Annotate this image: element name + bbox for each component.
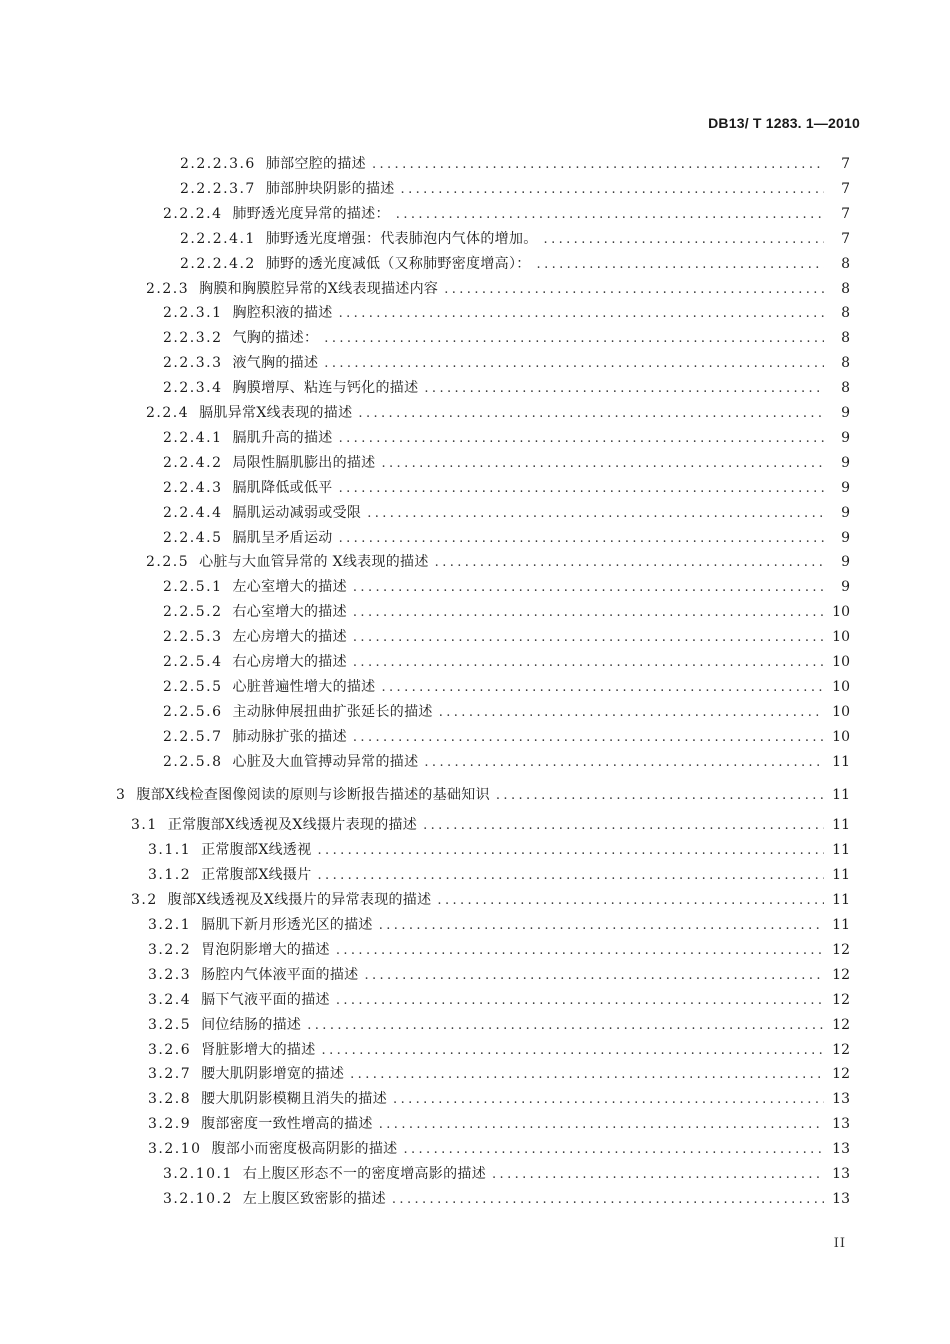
toc-dot-leader xyxy=(353,626,824,650)
toc-entry[interactable] xyxy=(163,202,850,226)
toc-entry[interactable] xyxy=(163,675,850,699)
toc-entry-title: 肺动脉扩张的描述 xyxy=(232,728,347,745)
toc-dot-leader xyxy=(424,377,824,401)
toc-dot-leader xyxy=(353,726,824,750)
toc-entry-page: 12 xyxy=(832,941,850,958)
toc-entry-title: 局限性膈肌膨出的描述 xyxy=(232,454,376,471)
toc-entry-page: 9 xyxy=(841,454,850,471)
toc-entry[interactable] xyxy=(180,152,850,176)
toc-entry-number: 3.2.3 xyxy=(148,966,192,983)
toc-dot-leader xyxy=(339,427,824,451)
toc-entry[interactable] xyxy=(163,700,850,724)
toc-entry-number: 3.2.5 xyxy=(148,1016,192,1033)
toc-entry-title: 腹部密度一致性增高的描述 xyxy=(201,1116,373,1133)
toc-entry[interactable] xyxy=(163,650,850,674)
toc-entry-number: 3.2.2 xyxy=(148,941,192,958)
toc-entry-page: 7 xyxy=(841,180,850,197)
toc-entry-number: 2.2.5.1 xyxy=(163,579,223,596)
toc-entry-title: 膈肌运动减弱或受限 xyxy=(232,504,362,521)
toc-dot-leader xyxy=(537,253,824,277)
toc-entry-number: 3.2.1 xyxy=(148,917,192,933)
toc-entry[interactable] xyxy=(148,913,850,937)
toc-dot-leader xyxy=(424,751,824,775)
toc-entry-number: 3 xyxy=(116,786,127,803)
toc-entry-page: 12 xyxy=(832,1066,850,1083)
toc-entry-page: 9 xyxy=(841,429,850,446)
toc-entry-title: 肺部空腔的描述 xyxy=(265,156,366,172)
toc-entry[interactable] xyxy=(180,227,850,251)
toc-dot-leader xyxy=(358,402,824,426)
document-id-header: DB13/ T 1283. 1—2010 xyxy=(708,115,860,131)
toc-entry-number: 2.2.5.4 xyxy=(163,654,223,670)
toc-entry-page: 12 xyxy=(832,991,850,1008)
toc-entry-number: 2.2.5.3 xyxy=(163,629,223,646)
toc-dot-leader xyxy=(423,814,824,838)
toc-entry[interactable] xyxy=(163,1162,850,1186)
toc-entry-title: 主动脉伸展扭曲扩张延长的描述 xyxy=(232,703,433,720)
toc-entry[interactable] xyxy=(148,988,850,1012)
toc-dot-leader xyxy=(393,1088,824,1112)
toc-entry-title: 右上腹区形态不一的密度增高影的描述 xyxy=(242,1166,486,1182)
toc-entry-page: 8 xyxy=(841,330,850,347)
toc-entry-page: 10 xyxy=(832,604,850,621)
toc-entry-page: 10 xyxy=(832,703,850,720)
toc-entry-title: 右心房增大的描述 xyxy=(232,654,347,670)
toc-entry[interactable] xyxy=(146,550,850,574)
toc-entry-page: 11 xyxy=(832,842,850,859)
toc-entry-number: 2.2.5.6 xyxy=(163,703,223,720)
toc-dot-leader xyxy=(367,502,824,526)
toc-dot-leader xyxy=(492,1163,824,1187)
toc-entry-page: 10 xyxy=(832,728,850,745)
toc-dot-leader xyxy=(307,1014,824,1038)
toc-dot-leader xyxy=(324,352,824,376)
toc-entry[interactable] xyxy=(163,725,850,749)
toc-entry[interactable] xyxy=(148,838,850,862)
toc-entry[interactable] xyxy=(163,426,850,450)
toc-entry-title: 液气胸的描述 xyxy=(232,355,319,372)
toc-entry[interactable] xyxy=(163,1187,850,1211)
toc-dot-leader xyxy=(381,452,824,476)
toc-entry[interactable] xyxy=(148,863,850,887)
toc-entry-number: 2.2.4.4 xyxy=(163,504,223,521)
toc-entry-number: 3.2.8 xyxy=(148,1091,192,1108)
toc-entry-title: 腹部X线透视及X线摄片的异常表现的描述 xyxy=(167,892,432,909)
toc-entry-title: 肺野透光度增强：代表肺泡内气体的增加。 xyxy=(265,230,538,247)
toc-entry-page: 11 xyxy=(832,817,850,834)
toc-entry[interactable] xyxy=(163,351,850,375)
toc-entry[interactable] xyxy=(163,376,850,400)
toc-entry[interactable] xyxy=(180,252,850,276)
toc-entry-title: 膈肌异常X线表现的描述 xyxy=(199,405,353,421)
toc-entry-title: 左上腹区致密影的描述 xyxy=(242,1190,386,1207)
toc-entry[interactable] xyxy=(148,1013,850,1037)
toc-entry-number: 2.2.5.8 xyxy=(163,753,223,770)
toc-entry-title: 腰大肌阴影增宽的描述 xyxy=(201,1066,345,1083)
toc-dot-leader xyxy=(435,551,824,575)
toc-entry[interactable] xyxy=(148,938,850,962)
toc-entry-title: 正常腹部X线透视及X线摄片表现的描述 xyxy=(167,817,418,834)
toc-dot-leader xyxy=(353,576,824,600)
toc-entry-number: 2.2.2.3.7 xyxy=(180,180,256,197)
toc-entry-number: 2.2.2.4.2 xyxy=(180,255,256,272)
toc-dot-leader xyxy=(496,784,824,808)
toc-dot-leader xyxy=(318,864,825,888)
toc-dot-leader xyxy=(379,914,824,938)
toc-dot-leader xyxy=(372,153,824,177)
toc-dot-leader xyxy=(401,178,824,202)
toc-dot-leader xyxy=(324,327,824,351)
toc-entry-title: 胸膜和胸膜腔异常的X线表现描述内容 xyxy=(199,280,439,297)
toc-entry-title: 正常腹部X线摄片 xyxy=(201,867,312,884)
toc-entry-page: 13 xyxy=(832,1166,850,1182)
toc-entry[interactable] xyxy=(148,1038,850,1062)
toc-entry[interactable] xyxy=(148,1087,850,1111)
toc-entry-title: 气胸的描述： xyxy=(232,330,319,347)
toc-entry-title: 正常腹部X线透视 xyxy=(201,842,312,859)
toc-entry-title: 肺野透光度异常的描述： xyxy=(232,205,390,222)
toc-entry[interactable] xyxy=(146,401,850,425)
toc-dot-leader xyxy=(339,527,824,551)
toc-entry[interactable] xyxy=(131,888,850,912)
toc-entry-number: 3.2.9 xyxy=(148,1116,192,1133)
toc-entry-page: 9 xyxy=(841,504,850,521)
toc-entry-title: 腹部X线检查图像阅读的原则与诊断报告描述的基础知识 xyxy=(136,786,490,803)
toc-entry-number: 2.2.4.3 xyxy=(163,479,223,496)
toc-dot-leader xyxy=(444,278,824,302)
toc-dot-leader xyxy=(350,1063,824,1087)
toc-entry-number: 3.1.2 xyxy=(148,867,192,884)
toc-entry[interactable] xyxy=(180,177,850,201)
toc-dot-leader xyxy=(544,228,824,252)
page-number: II xyxy=(833,1236,846,1251)
toc-entry-title: 肾脏影增大的描述 xyxy=(201,1041,316,1058)
toc-entry-number: 2.2.5.7 xyxy=(163,728,223,745)
toc-entry-page: 13 xyxy=(832,1091,850,1108)
toc-dot-leader xyxy=(353,651,824,675)
toc-dot-leader xyxy=(381,676,824,700)
toc-entry-number: 2.2.4.1 xyxy=(163,429,223,446)
toc-entry[interactable] xyxy=(163,476,850,500)
toc-dot-leader xyxy=(439,701,824,725)
toc-entry-number: 3.1 xyxy=(131,817,158,834)
toc-entry-page: 10 xyxy=(832,654,850,670)
toc-entry-page: 8 xyxy=(841,255,850,272)
toc-entry-page: 11 xyxy=(832,786,850,803)
toc-entry-page: 10 xyxy=(832,678,850,695)
toc-entry-title: 左心室增大的描述 xyxy=(232,579,347,596)
toc-dot-leader xyxy=(353,601,824,625)
toc-entry-page: 7 xyxy=(841,230,850,247)
toc-entry-title: 膈下气液平面的描述 xyxy=(201,991,330,1008)
toc-entry-number: 3.2.4 xyxy=(148,991,192,1008)
toc-entry[interactable] xyxy=(163,750,850,774)
toc-entry-page: 13 xyxy=(832,1190,850,1207)
toc-entry-page: 11 xyxy=(832,917,850,933)
toc-entry-number: 3.2.10.2 xyxy=(163,1190,233,1207)
toc-dot-leader xyxy=(392,1188,824,1212)
toc-dot-leader xyxy=(364,964,824,988)
toc-entry[interactable] xyxy=(163,501,850,525)
toc-dot-leader xyxy=(336,989,824,1013)
toc-entry[interactable] xyxy=(163,625,850,649)
toc-entry-number: 3.2.7 xyxy=(148,1066,192,1083)
toc-dot-leader xyxy=(318,839,825,863)
toc-entry-number: 2.2.3.2 xyxy=(163,330,223,347)
toc-entry-page: 8 xyxy=(841,305,850,322)
toc-entry-page: 10 xyxy=(832,629,850,646)
toc-entry-title: 胸腔积液的描述 xyxy=(232,305,333,322)
toc-entry-page: 12 xyxy=(832,1016,850,1033)
toc-entry-page: 12 xyxy=(832,966,850,983)
toc-entry[interactable] xyxy=(163,451,850,475)
toc-entry-title: 膈肌升高的描述 xyxy=(232,429,333,446)
toc-entry-page: 11 xyxy=(832,892,850,909)
toc-entry-title: 心脏与大血管异常的 X线表现的描述 xyxy=(199,554,429,571)
toc-entry-title: 肠腔内气体液平面的描述 xyxy=(201,966,359,983)
toc-entry-number: 2.2.5.2 xyxy=(163,604,223,621)
toc-entry-number: 2.2.3.4 xyxy=(163,380,223,397)
toc-dot-leader xyxy=(322,1039,824,1063)
toc-entry-title: 胃泡阴影增大的描述 xyxy=(201,941,330,958)
toc-entry-title: 心脏及大血管搏动异常的描述 xyxy=(232,753,419,770)
toc-dot-leader xyxy=(339,302,824,326)
toc-entry-number: 2.2.2.3.6 xyxy=(180,156,256,172)
toc-entry-number: 2.2.3.1 xyxy=(163,305,223,322)
toc-dot-leader xyxy=(336,939,824,963)
toc-entry[interactable] xyxy=(163,526,850,550)
toc-entry[interactable] xyxy=(163,600,850,624)
toc-entry-page: 8 xyxy=(841,280,850,297)
toc-entry-title: 膈肌下新月形透光区的描述 xyxy=(201,917,373,933)
toc-entry-number: 2.2.2.4.1 xyxy=(180,230,256,247)
toc-entry[interactable] xyxy=(163,326,850,350)
toc-entry-number: 2.2.5.5 xyxy=(163,678,223,695)
toc-entry[interactable] xyxy=(163,301,850,325)
toc-dot-leader xyxy=(396,203,824,227)
toc-entry-number: 3.2.10 xyxy=(148,1141,202,1158)
toc-entry[interactable] xyxy=(116,783,850,807)
toc-entry-title: 右心室增大的描述 xyxy=(232,604,347,621)
toc-entry-page: 9 xyxy=(841,579,850,596)
toc-entry-number: 2.2.3 xyxy=(146,280,190,297)
toc-entry[interactable] xyxy=(148,1112,850,1136)
toc-entry-title: 肺野的透光度减低（又称肺野密度增高）： xyxy=(265,255,531,272)
toc-entry-page: 8 xyxy=(841,355,850,372)
toc-dot-leader xyxy=(437,889,824,913)
toc-entry-title: 腰大肌阴影模糊且消失的描述 xyxy=(201,1091,388,1108)
toc-dot-leader xyxy=(339,477,824,501)
toc-entry-title: 膈肌降低或低平 xyxy=(232,479,333,496)
toc-dot-leader xyxy=(379,1113,824,1137)
toc-entry-page: 11 xyxy=(832,867,850,884)
toc-entry-number: 3.2 xyxy=(131,892,158,909)
toc-entry-title: 间位结肠的描述 xyxy=(201,1016,302,1033)
toc-entry-page: 9 xyxy=(841,529,850,546)
toc-entry-page: 7 xyxy=(841,156,850,172)
toc-dot-leader xyxy=(403,1138,824,1162)
toc-entry-page: 11 xyxy=(832,753,850,770)
toc-entry-number: 2.2.4.2 xyxy=(163,454,223,471)
toc-entry[interactable] xyxy=(148,1062,850,1086)
toc-entry-page: 13 xyxy=(832,1116,850,1133)
toc-entry-page: 8 xyxy=(841,380,850,397)
toc-entry-page: 12 xyxy=(832,1041,850,1058)
toc-entry-page: 13 xyxy=(832,1141,850,1158)
toc-entry-title: 胸膜增厚、粘连与钙化的描述 xyxy=(232,380,419,397)
toc-entry-number: 2.2.4 xyxy=(146,405,190,421)
toc-entry-number: 3.1.1 xyxy=(148,842,192,859)
toc-entry-page: 9 xyxy=(841,479,850,496)
toc-entry-title: 腹部小而密度极高阴影的描述 xyxy=(211,1141,398,1158)
toc-entry[interactable] xyxy=(131,813,850,837)
toc-entry-number: 2.2.4.5 xyxy=(163,529,223,546)
toc-entry[interactable] xyxy=(146,277,850,301)
toc-entry-number: 2.2.5 xyxy=(146,554,190,571)
toc-entry[interactable] xyxy=(148,1137,850,1161)
toc-entry-page: 9 xyxy=(841,554,850,571)
toc-entry-title: 心脏普遍性增大的描述 xyxy=(232,678,376,695)
toc-entry[interactable] xyxy=(163,575,850,599)
toc-entry-number: 2.2.2.4 xyxy=(163,205,223,222)
toc-entry-title: 膈肌呈矛盾运动 xyxy=(232,529,333,546)
toc-entry-page: 9 xyxy=(841,405,850,421)
toc-entry-page: 7 xyxy=(841,205,850,222)
toc-entry[interactable] xyxy=(148,963,850,987)
toc-entry-number: 2.2.3.3 xyxy=(163,355,223,372)
toc-entry-title: 肺部肿块阴影的描述 xyxy=(265,180,395,197)
toc-entry-number: 3.2.6 xyxy=(148,1041,192,1058)
toc-entry-number: 3.2.10.1 xyxy=(163,1166,233,1182)
toc-entry-title: 左心房增大的描述 xyxy=(232,629,347,646)
